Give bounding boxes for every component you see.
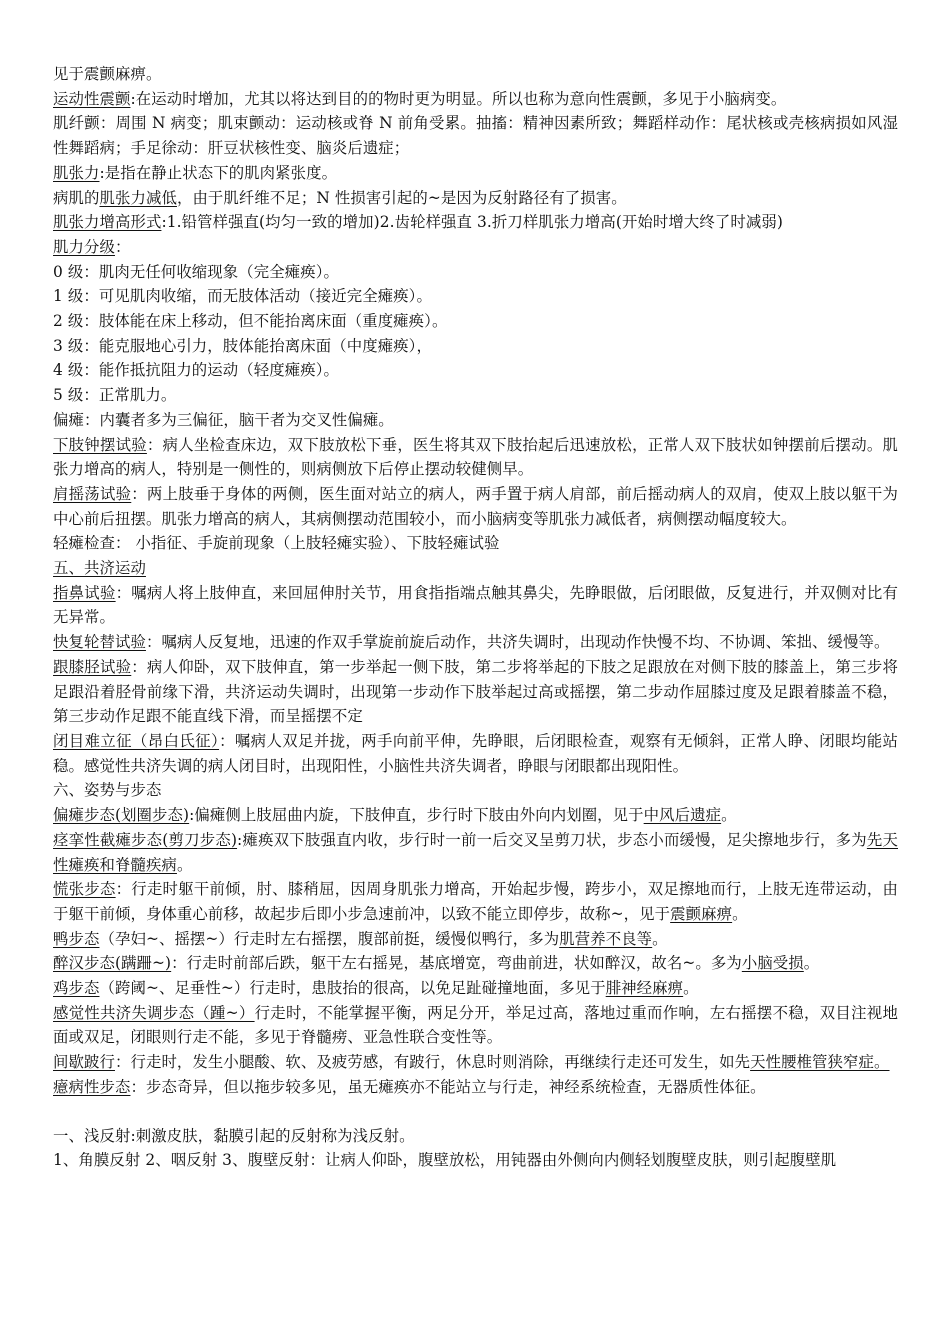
underlined-term: 慌张步态	[53, 880, 116, 899]
text-paragraph	[53, 161, 898, 186]
text-paragraph	[53, 1124, 898, 1149]
text-run: 0 级：肌肉无任何收缩现象（完全瘫痪）。	[53, 262, 340, 281]
text-paragraph	[53, 408, 898, 433]
text-run: ：病人仰卧，双下肢伸直，第一步举起一侧下肢，第二步将举起的下肢之足跟放在对侧下肢的膝盖上，第三步将足跟沿着胫骨前缘下滑，共济运动失调时，出现第一步动作下肢举起过高或摇摆，第二步动作屈膝过度及足跟着膝盖不稳，第三步动作足跟不能直线下滑，而呈摇摆不定	[53, 657, 898, 726]
text-run: （孕妇~、摇摆~）行走时左右摇摆，腹部前挺，缓慢似鸭行，多为	[99, 929, 560, 948]
text-paragraph	[53, 309, 898, 334]
text-run: 4 级：能作抵抗阻力的运动（轻度瘫痪）。	[53, 361, 340, 380]
text-run: 。	[721, 806, 737, 825]
underlined-term: 下肢钟摆试验	[53, 435, 147, 454]
text-run: 。	[803, 954, 820, 973]
text-paragraph	[53, 556, 898, 581]
paragraph-gap	[53, 1100, 898, 1124]
underlined-term: 运动性震颤	[53, 89, 131, 108]
underlined-term: 肌张力减低	[99, 188, 177, 207]
text-paragraph	[53, 186, 898, 211]
text-run: :瘫痪双下肢强直内收，步行时一前一后交叉呈剪刀状，步态小而缓慢，足尖擦地步行，多为	[237, 830, 867, 849]
text-paragraph	[53, 1050, 898, 1075]
text-paragraph	[53, 778, 898, 803]
text-paragraph	[53, 828, 898, 877]
text-run: （跨阈~、足垂性~）行走时，患肢抬的很高，以免足趾碰撞地面，多见于	[99, 979, 606, 998]
text-run: ：嘱病人反复地，迅速的作双手掌旋前旋后动作，共济失调时，出现动作快慢不均、不协调、笨拙、缓慢等。	[145, 633, 890, 652]
text-paragraph	[53, 260, 898, 285]
underlined-term: 痉挛性截瘫步态(剪刀步态)	[53, 830, 238, 849]
text-paragraph	[53, 87, 898, 112]
text-paragraph	[53, 284, 898, 309]
underlined-term: 醉汉步态(蹒跚~)	[53, 954, 172, 973]
underlined-term: 中风后遗症	[643, 806, 722, 825]
text-run: :1.铅管样强直(均匀一致的增加)2.齿轮样强直 3.折刀样肌张力增高(开始时增大终了时减弱)	[161, 213, 783, 232]
text-paragraph	[53, 655, 898, 729]
underlined-term: 鸭步态	[53, 929, 100, 948]
underlined-term: 快复轮替试验	[53, 633, 146, 652]
text-run: ：行走时，发生小腿酸、软、及疲劳感，有跛行，休息时则消除，再继续行走还可发生，如先	[114, 1053, 751, 1072]
text-run: :偏瘫侧上肢屈曲内旋，下肢伸直，步行时下肢由外向内划圈，见于	[189, 806, 644, 825]
text-run: 。	[732, 904, 748, 923]
underlined-term: 鸡步态	[53, 979, 100, 998]
text-run: 六、姿势与步态	[53, 781, 162, 800]
text-paragraph	[53, 1001, 898, 1050]
text-run: 2 级：肢体能在床上移动，但不能抬离床面（重度瘫痪）。	[53, 312, 448, 331]
underlined-term: 肌力分级	[53, 237, 115, 256]
text-run: 一、浅反射:刺激皮肤，黏膜引起的反射称为浅反射。	[53, 1126, 415, 1145]
text-run: 见于震颤麻痹。	[53, 65, 162, 83]
underlined-term: 感觉性共济失调步态（踵~）	[53, 1003, 255, 1022]
text-paragraph	[53, 803, 898, 828]
underlined-term: 癔病性步态	[53, 1077, 131, 1096]
text-paragraph	[53, 433, 898, 482]
text-run: ：两上肢垂于身体的两侧，医生面对站立的病人，两手置于病人肩部，前后摇动病人的双肩，使双上肢以躯干为中心前后扭摆。肌张力增高的病人，其病侧摆动范围较小，而小脑病变等肌张力减低者，病侧摆动幅度较大。	[53, 484, 898, 528]
underlined-term: 肩摇荡试验	[53, 484, 132, 503]
underlined-term: 偏瘫步态(划圈步态)	[53, 806, 190, 825]
text-run: 肌纤颤：周围 N 病变；肌束颤动：运动核或脊 N 前角受累。抽搐：精神因素所致；舞蹈样动作：尾状核或壳核病损如风湿性舞蹈病；手足徐动：肝豆状核性变、脑炎后遗症；	[53, 114, 898, 158]
text-paragraph	[53, 482, 898, 531]
text-paragraph	[53, 383, 898, 408]
underlined-term: 肌营养不良等	[559, 929, 653, 948]
text-paragraph	[53, 877, 898, 926]
text-run: 轻瘫检查： 小指征、手旋前现象（上肢轻瘫实验）、下肢轻瘫试验	[53, 534, 500, 553]
underlined-term: 肌张力增高形式	[53, 213, 162, 232]
text-run: :在运动时增加，尤其以将达到目的的物时更为明显。所以也称为意向性震颤，多见于小脑病变。	[130, 89, 787, 108]
text-run: ：行走时躯干前倾，肘、膝稍屈，因周身肌张力增高，开始起步慢，跨步小，双足擦地而行，上肢无连带运动，由于躯干前倾，身体重心前移，故起步后即小步急速前冲，以致不能立即停步，故称~，见于	[53, 880, 898, 923]
underlined-term: 闭目难立征（昂白氏征）	[53, 731, 220, 750]
text-run: 偏瘫：内囊者多为三偏征，脑干者为交叉性偏瘫。	[53, 410, 394, 429]
text-paragraph	[53, 976, 898, 1001]
underlined-term: 五、共济运动	[53, 559, 146, 578]
text-paragraph	[53, 1148, 898, 1173]
underlined-term: 震颤麻痹	[670, 904, 733, 923]
text-run: ：	[114, 237, 131, 256]
text-run: 1、角膜反射 2、咽反射 3、腹壁反射：让病人仰卧，腹壁放松，用钝器由外侧向内侧轻划腹壁皮肤，则引起腹壁肌	[53, 1151, 837, 1170]
text-paragraph	[53, 729, 898, 778]
text-run: ：步态奇异，但以拖步较多见，虽无瘫痪亦不能站立与行走，神经系统检查，无器质性体征。	[130, 1077, 766, 1096]
text-run: ：行走时前部后跌，躯干左右摇晃，基底增宽，弯曲前进，状如醉汉，故名~。多为	[171, 954, 742, 973]
text-paragraph	[53, 531, 898, 556]
text-run: 。	[176, 855, 193, 874]
text-run: 1 级：可见肌肉收缩，而无肢体活动（接近完全瘫痪）。	[53, 287, 432, 306]
underlined-term: 间歇跛行	[53, 1053, 115, 1072]
underlined-term: 天性腰椎管狭窄症。	[750, 1053, 890, 1072]
text-run: ，由于肌纤维不足；N 性损害引起的~是因为反射路径有了损害。	[176, 188, 627, 207]
text-paragraph	[53, 630, 898, 655]
text-run: :是指在静止状态下的肌肉紧张度。	[99, 163, 338, 182]
text-run: 3 级：能克服地心引力，肢体能抬离床面（中度瘫痪），	[53, 336, 432, 355]
text-paragraph	[53, 1075, 898, 1100]
text-run: 。	[652, 929, 668, 948]
text-paragraph	[53, 235, 898, 260]
underlined-term: 腓神经麻痹	[605, 979, 684, 998]
text-paragraph	[53, 951, 898, 976]
text-paragraph	[53, 111, 898, 160]
text-paragraph	[53, 581, 898, 630]
text-paragraph	[53, 927, 898, 952]
underlined-term: 指鼻试验	[53, 583, 116, 602]
underlined-term: 跟膝胫试验	[53, 657, 132, 676]
text-paragraph	[53, 210, 898, 235]
text-run: 5 级：正常肌力。	[53, 386, 177, 405]
underlined-term: 先天性瘫痪和脊髓疾病	[53, 830, 898, 874]
text-paragraph	[53, 358, 898, 383]
text-paragraph	[53, 334, 898, 359]
text-run: ：嘱病人双足并拢，两手向前平伸，先睁眼，后闭眼检查，观察有无倾斜，正常人睁、闭眼均能站稳。感觉性共济失调的病人闭目时，出现阳性，小脑性共济失调者，睁眼与闭眼都出现阳性。	[53, 731, 898, 775]
underlined-term: 小脑受损	[741, 954, 804, 973]
text-run: 行走时，不能掌握平衡，两足分开，举足过高，落地过重而作响，左右摇摆不稳，双目注视地面或双足，闭眼则行走不能，多见于脊髓痨、亚急性联合变性等。	[53, 1003, 898, 1047]
underlined-term: 肌张力	[53, 163, 100, 182]
text-run: 病肌的	[53, 188, 100, 207]
text-run: ：嘱病人将上肢伸直，来回屈伸肘关节，用食指指端点触其鼻尖，先睁眼做，后闭眼做，反复进行，并双侧对比有无异常。	[53, 583, 898, 627]
text-run: ：病人坐检查床边，双下肢放松下垂，医生将其双下肢抬起后迅速放松，正常人双下肢状如钟摆前后摆动。肌张力增高的病人，特别是一侧性的，则病侧放下后停止摆动较健侧早。	[53, 435, 898, 479]
text-run: 。	[683, 979, 699, 998]
text-paragraph	[53, 62, 898, 87]
